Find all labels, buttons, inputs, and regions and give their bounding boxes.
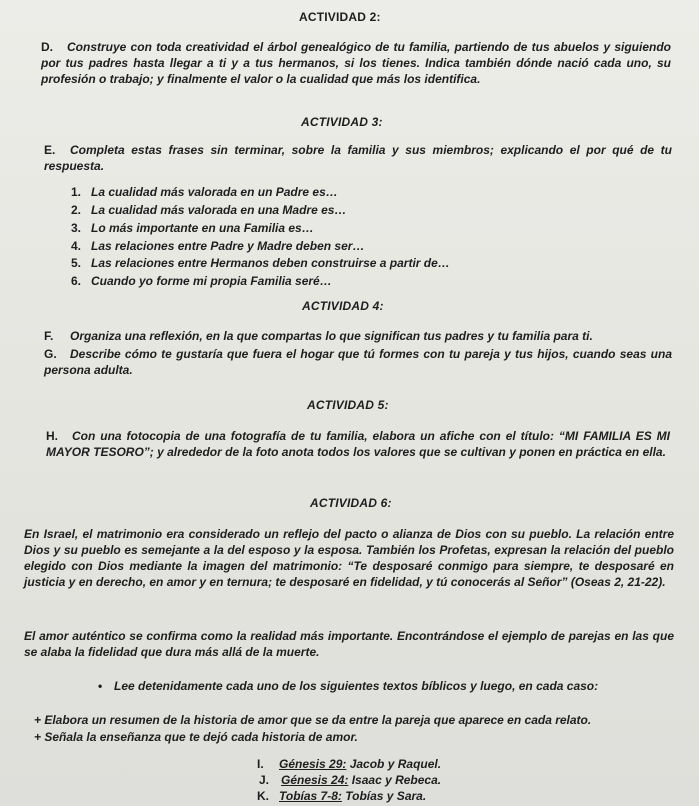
actividad-4-heading: ACTIVIDAD 4: <box>302 299 384 313</box>
task-lesson: + Señala la enseñanza que te dejó cada historia de amor. <box>34 730 358 744</box>
list-item-text: Lo más importante en una Familia es… <box>91 221 314 235</box>
bible-reference-book: Tobías 7-8: <box>279 789 342 803</box>
activity-f-letter: F. <box>44 329 54 343</box>
israel-marriage-paragraph: En Israel, el matrimonio era considerado un reflejo del pacto o alianza de Dios con su pueblo. La relación entre Dios y su pueblo es semejante a la del esposo y la esposa. También los Profetas, expresan la relación del pueblo elegido con Dios mediante la imagen del matrimonio: “Te desposaré conmigo para siempre, te desposaré en justicia y en derecho, en amor y en ternura; te desposaré en fidelidad, y tú conocerás al Señor” (Oseas 2, 21-22). <box>24 527 674 589</box>
activity-g-text: Describe cómo te gustaría que fuera el hogar que tú formes con tu pareja y tus hijos, cuando seas una persona adulta. <box>44 347 672 377</box>
list-item <box>71 220 314 236</box>
actividad-6-heading: ACTIVIDAD 6: <box>310 496 392 510</box>
activity-g-paragraph <box>44 346 672 378</box>
activity-h-text: Con una fotocopia de una fotografía de tu familia, elabora un afiche con el título: “MI FAMILIA ES MI MAYOR TESORO”; y alrededor de la foto anota todos los valores que se cultivan y ponen en práctica en ella. <box>46 429 670 459</box>
bullet-instruction <box>98 678 598 694</box>
list-item-number: 4. <box>71 239 82 253</box>
activity-f-paragraph <box>44 328 672 344</box>
list-item <box>71 273 332 289</box>
bible-reference-label: K. <box>257 789 269 803</box>
bible-reference-label: J. <box>259 773 270 787</box>
activity-f-text: Organiza una reflexión, en la que compartas lo que significan tus padres y tu familia para ti. <box>70 329 593 343</box>
list-item-number: 5. <box>71 256 82 270</box>
bible-reference-couple: Jacob y Raquel. <box>346 757 442 771</box>
bible-reference <box>257 757 441 771</box>
list-item-text: La cualidad más valorada en un Padre es… <box>91 185 338 199</box>
list-item <box>71 255 450 271</box>
activity-e-text: Completa estas frases sin terminar, sobre la familia y sus miembros; explicando el por qué de tu respuesta. <box>44 143 672 173</box>
activity-d-letter: D. <box>41 40 53 54</box>
list-item-text: Cuando yo forme mi propia Familia seré… <box>91 274 332 288</box>
list-item-number: 3. <box>71 221 82 235</box>
bullet-icon: • <box>98 679 103 693</box>
bible-reference-book: Génesis 29: <box>279 757 347 771</box>
actividad-5-heading: ACTIVIDAD 5: <box>307 398 389 412</box>
activity-h-paragraph <box>46 428 670 460</box>
activity-g-letter: G. <box>44 347 57 361</box>
list-item <box>71 184 338 200</box>
bible-reference-couple: Isaac y Rebeca. <box>348 773 442 787</box>
list-item-text: Las relaciones entre Padre y Madre deben ser… <box>91 239 365 253</box>
bible-reference <box>257 789 426 803</box>
actividad-3-heading: ACTIVIDAD 3: <box>301 115 383 129</box>
bullet-instruction-text: Lee detenidamente cada uno de los siguientes textos bíblicos y luego, en cada caso: <box>114 679 599 693</box>
activity-e-letter: E. <box>44 143 56 157</box>
activity-e-paragraph <box>44 142 672 174</box>
list-item <box>71 202 346 218</box>
bible-reference-couple: Tobías y Sara. <box>341 789 427 803</box>
bible-reference-label: I. <box>257 757 264 771</box>
list-item-number: 2. <box>71 203 82 217</box>
authentic-love-paragraph: El amor auténtico se confirma como la realidad más importante. Encontrándose el ejemplo de parejas en las que se alaba la fidelidad que dura más allá de la muerte. <box>24 629 674 659</box>
activity-d-text: Construye con toda creatividad el árbol genealógico de tu familia, partiendo de tus abuelos y siguiendo por tus padres hasta llegar a ti y a tus hermanos, si los tienes. Indica también dónde nació cada uno, su profesión o trabajo; y finalmente el valor o la cualidad que más los identifica. <box>41 40 671 86</box>
bible-reference <box>259 773 441 787</box>
list-item-text: La cualidad más valorada en una Madre es… <box>91 203 347 217</box>
list-item <box>71 238 364 254</box>
activity-h-letter: H. <box>46 429 58 443</box>
task-summary: + Elabora un resumen de la historia de amor que se da entre la pareja que aparece en cada relato. <box>34 713 592 727</box>
activity-d-paragraph <box>41 39 671 87</box>
list-item-number: 1. <box>71 185 82 199</box>
list-item-number: 6. <box>71 274 82 288</box>
bible-reference-book: Génesis 24: <box>281 773 349 787</box>
actividad-2-heading: ACTIVIDAD 2: <box>299 10 381 24</box>
list-item-text: Las relaciones entre Hermanos deben construirse a partir de… <box>91 256 450 270</box>
